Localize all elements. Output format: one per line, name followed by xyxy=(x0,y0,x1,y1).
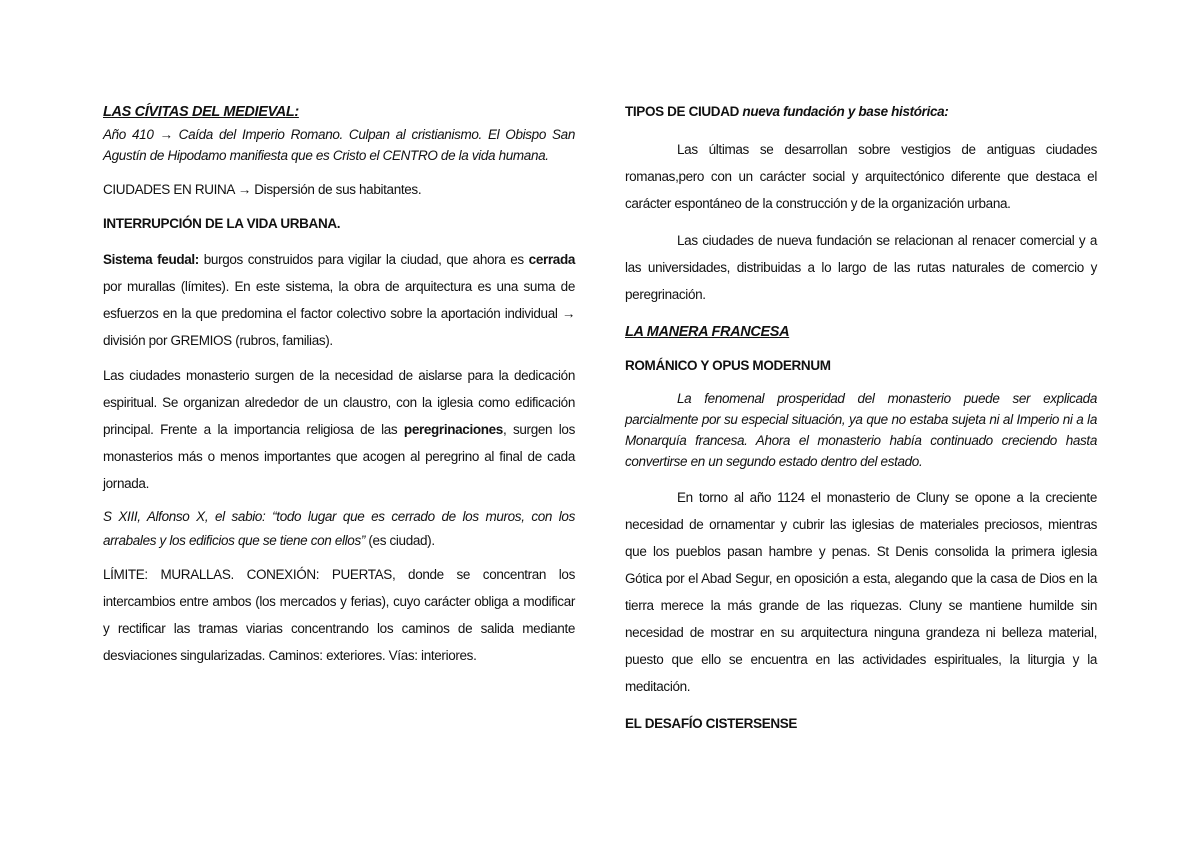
monastery-bold: peregrinaciones xyxy=(403,422,503,437)
section-title-civitas: LAS CÍVITAS DEL MEDIEVAL: xyxy=(103,104,299,120)
quote-italic: S XIII, Alfonso X, el sabio: “todo lugar que es cerrado de los muros, con los arrabales y los edificios que se tiene con ellos” xyxy=(103,509,575,548)
left-column xyxy=(103,100,575,669)
monastery-text-2: , surgen los monasterios más o menos importantes que acogen al peregrino al final de cada jornada. xyxy=(103,422,575,491)
feudal-bold: cerrada xyxy=(528,252,575,267)
heading-romanico: ROMÁNICO Y OPUS MODERNUM xyxy=(625,358,831,373)
paragraph-historic-cities: Las últimas se desarrollan sobre vestigios de antiguas ciudades romanas,pero con un carácter social y arquitectónico diferente que destaca el carácter espontáneo de la construcción y de la organización urbana. xyxy=(625,142,1097,211)
monastery-paragraph xyxy=(103,362,575,497)
feudal-text-2: por murallas (límites). En este sistema, la obra de arquitectura es una suma de esfuerzos en la que predomina el factor colectivo sobre la aportación individual → división por GREMIOS (rubros, familias). xyxy=(103,279,575,348)
heading-city-types-italic: nueva fundación y base histórica: xyxy=(742,104,949,119)
heading-city-types xyxy=(625,100,1097,124)
ruins-paragraph: CIUDADES EN RUINA → Dispersión de sus habitantes. xyxy=(103,182,422,197)
monastery-text-1: Las ciudades monasterio surgen de la necesidad de aislarse para la dedicación espiritual. Se organizan alrededor de un claustro, con la iglesia como edificación principal. Frente a la importancia religiosa de las xyxy=(103,368,575,437)
paragraph-cluny: En torno al año 1124 el monasterio de Cluny se opone a la creciente necesidad de ornamentar y cubrir las iglesias de materiales preciosos, mientras que los pueblos pasan hambre y penas. St Denis consolida la primera iglesia Gótica por el Abad Segur, en oposición a esta, alegando que la casa de Dios en la tierra merece la más grande de las riquezas. Cluny se mantiene humilde sin necesidad de mostrar en su arquitectura ninguna grandeza ni belleza material, puesto que ello se encuentra en las actividades espirituales, la liturgia y la meditación. xyxy=(625,490,1097,694)
quote-normal: (es ciudad). xyxy=(365,533,435,548)
heading-interruption: INTERRUPCIÓN DE LA VIDA URBANA. xyxy=(103,216,341,231)
feudal-text-1: burgos construidos para vigilar la ciudad, que ahora es xyxy=(198,252,529,267)
limits-paragraph: LÍMITE: MURALLAS. CONEXIÓN: PUERTAS, donde se concentran los intercambios entre ambos (los mercados y ferias), cuyo carácter obliga a modificar y rectificar las tramas viarias concentrando los caminos de salida mediante desviaciones singularizadas. Caminos: exteriores. Vías: interiores. xyxy=(103,567,575,663)
paragraph-new-cities: Las ciudades de nueva fundación se relacionan al renacer comercial y a las universidades, distribuidas a lo largo de las rutas naturales de comercio y peregrinación. xyxy=(625,233,1097,302)
feudal-paragraph xyxy=(103,246,575,354)
heading-city-types-bold: TIPOS DE CIUDAD xyxy=(625,104,743,119)
intro-paragraph: Año 410 → Caída del Imperio Romano. Culpan al cristianismo. El Obispo San Agustín de Hipodamo manifiesta que es Cristo el CENTRO de la vida humana. xyxy=(103,127,575,163)
heading-cistersense: EL DESAFÍO CISTERSENSE xyxy=(625,716,798,731)
feudal-label: Sistema feudal: xyxy=(103,252,199,267)
right-column xyxy=(625,100,1097,736)
paragraph-monastery-prosperity: La fenomenal prosperidad del monasterio puede ser explicada parcialmente por su especial situación, ya que no estaba sujeta ni al Imperio ni a la Monarquía francesa. Ahora el monasterio había continuado creciendo hasta convertirse en un segundo estado dentro del estado. xyxy=(625,391,1097,469)
quote-paragraph xyxy=(103,505,575,553)
section-title-manera-francesa: LA MANERA FRANCESA xyxy=(625,324,790,340)
